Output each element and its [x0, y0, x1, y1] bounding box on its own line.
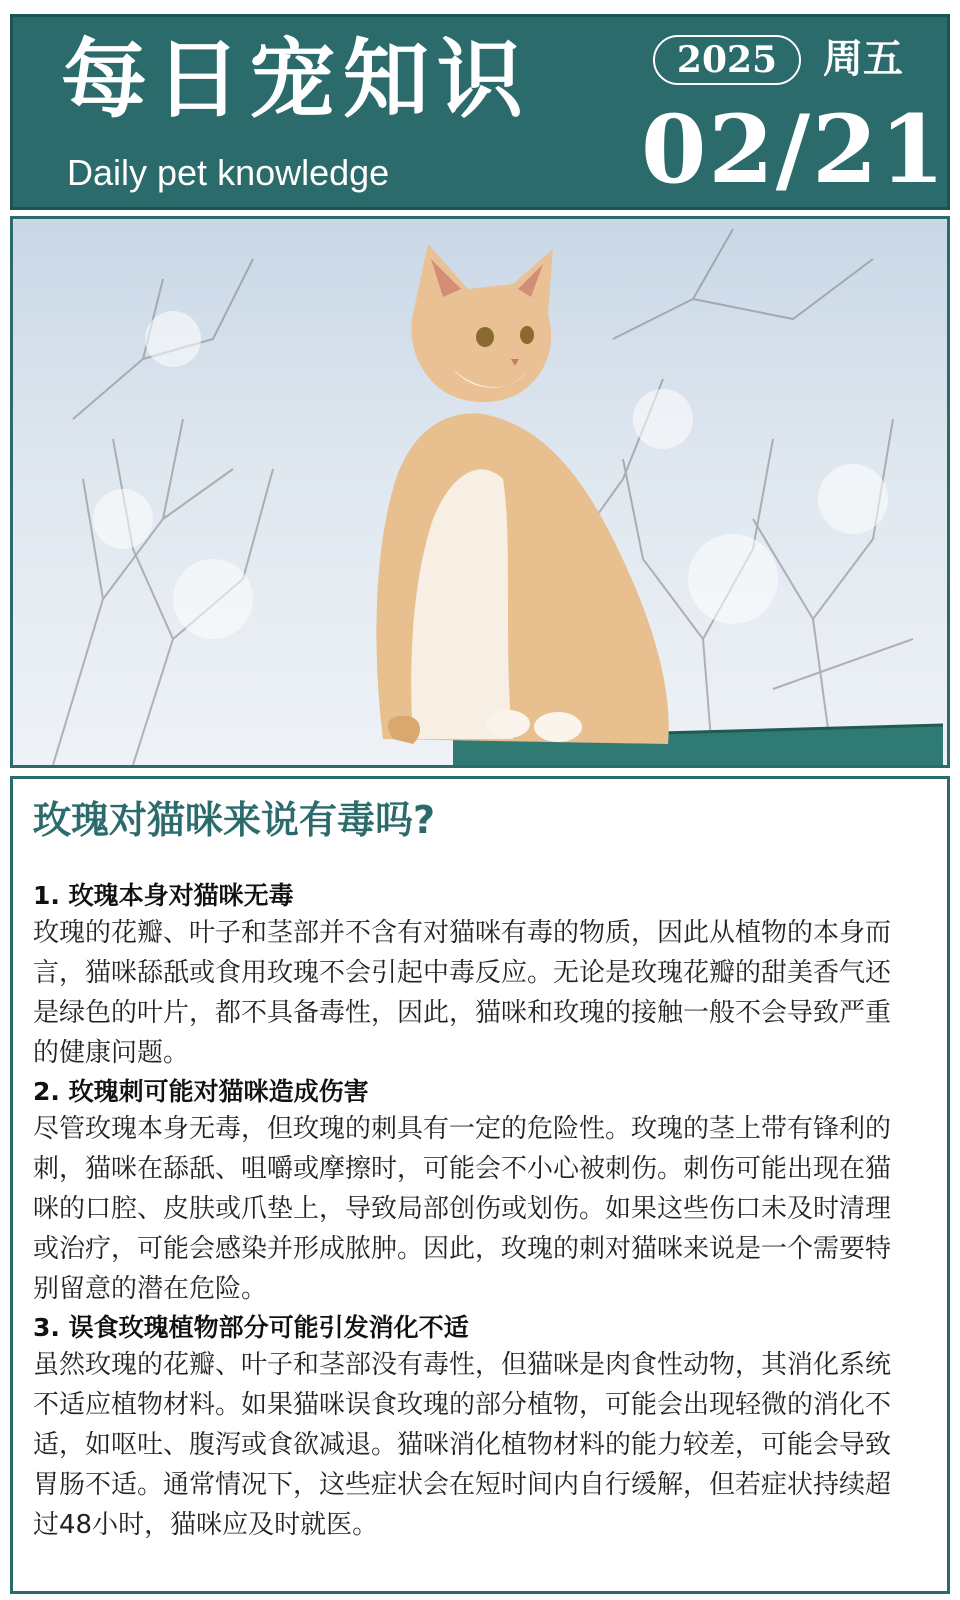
- cat-photo-icon: [13, 219, 947, 765]
- cat-photo: [10, 216, 950, 768]
- section-body: 玫瑰的花瓣、叶子和茎部并不含有对猫咪有毒的物质，因此从植物的本身而言，猫咪舔舐或食用玫瑰不会引起中毒反应。无论是玫瑰花瓣的甜美香气还是绿色的叶片，都不具备毒性，因此，猫咪和玫瑰的接触一般不会导致严重的健康问题。: [33, 918, 892, 1068]
- date-label: 02/21: [641, 95, 947, 205]
- section-heading: 2. 玫瑰刺可能对猫咪造成伤害: [33, 1077, 369, 1106]
- year-badge: 2025: [653, 35, 801, 85]
- section-body: 尽管玫瑰本身无毒，但玫瑰的刺具有一定的危险性。玫瑰的茎上带有锋利的刺，猫咪在舔舐、咀嚼或摩擦时，可能会不小心被刺伤。刺伤可能出现在猫咪的口腔、皮肤或爪垫上，导致局部创伤或划伤。如果这些伤口未及时清理或治疗，可能会感染并形成脓肿。因此，玫瑰的刺对猫咪来说是一个需要特别留意的潜在危险。: [33, 1114, 892, 1304]
- section-heading: 1. 玫瑰本身对猫咪无毒: [33, 881, 294, 910]
- section-body: 虽然玫瑰的花瓣、叶子和茎部没有毒性，但猫咪是肉食性动物，其消化系统不适应植物材料。如果猫咪误食玫瑰的部分植物，可能会出现轻微的消化不适，如呕吐、腹泻或食欲减退。猫咪消化植物材料的能力较差，可能会导致胃肠不适。通常情况下，这些症状会在短时间内自行缓解，但若症状持续超过48小时，猫咪应及时就医。: [33, 1350, 892, 1540]
- section-heading: 3. 误食玫瑰植物部分可能引发消化不适: [33, 1313, 469, 1342]
- article-title: 玫瑰对猫咪来说有毒吗?: [33, 798, 436, 842]
- header-banner: [10, 14, 950, 210]
- article-content: [33, 879, 913, 1547]
- article-panel: [10, 776, 950, 1594]
- page-title: 每日宠知识: [61, 29, 531, 130]
- weekday-label: 周五: [823, 36, 903, 82]
- page-subtitle: Daily pet knowledge: [67, 152, 390, 193]
